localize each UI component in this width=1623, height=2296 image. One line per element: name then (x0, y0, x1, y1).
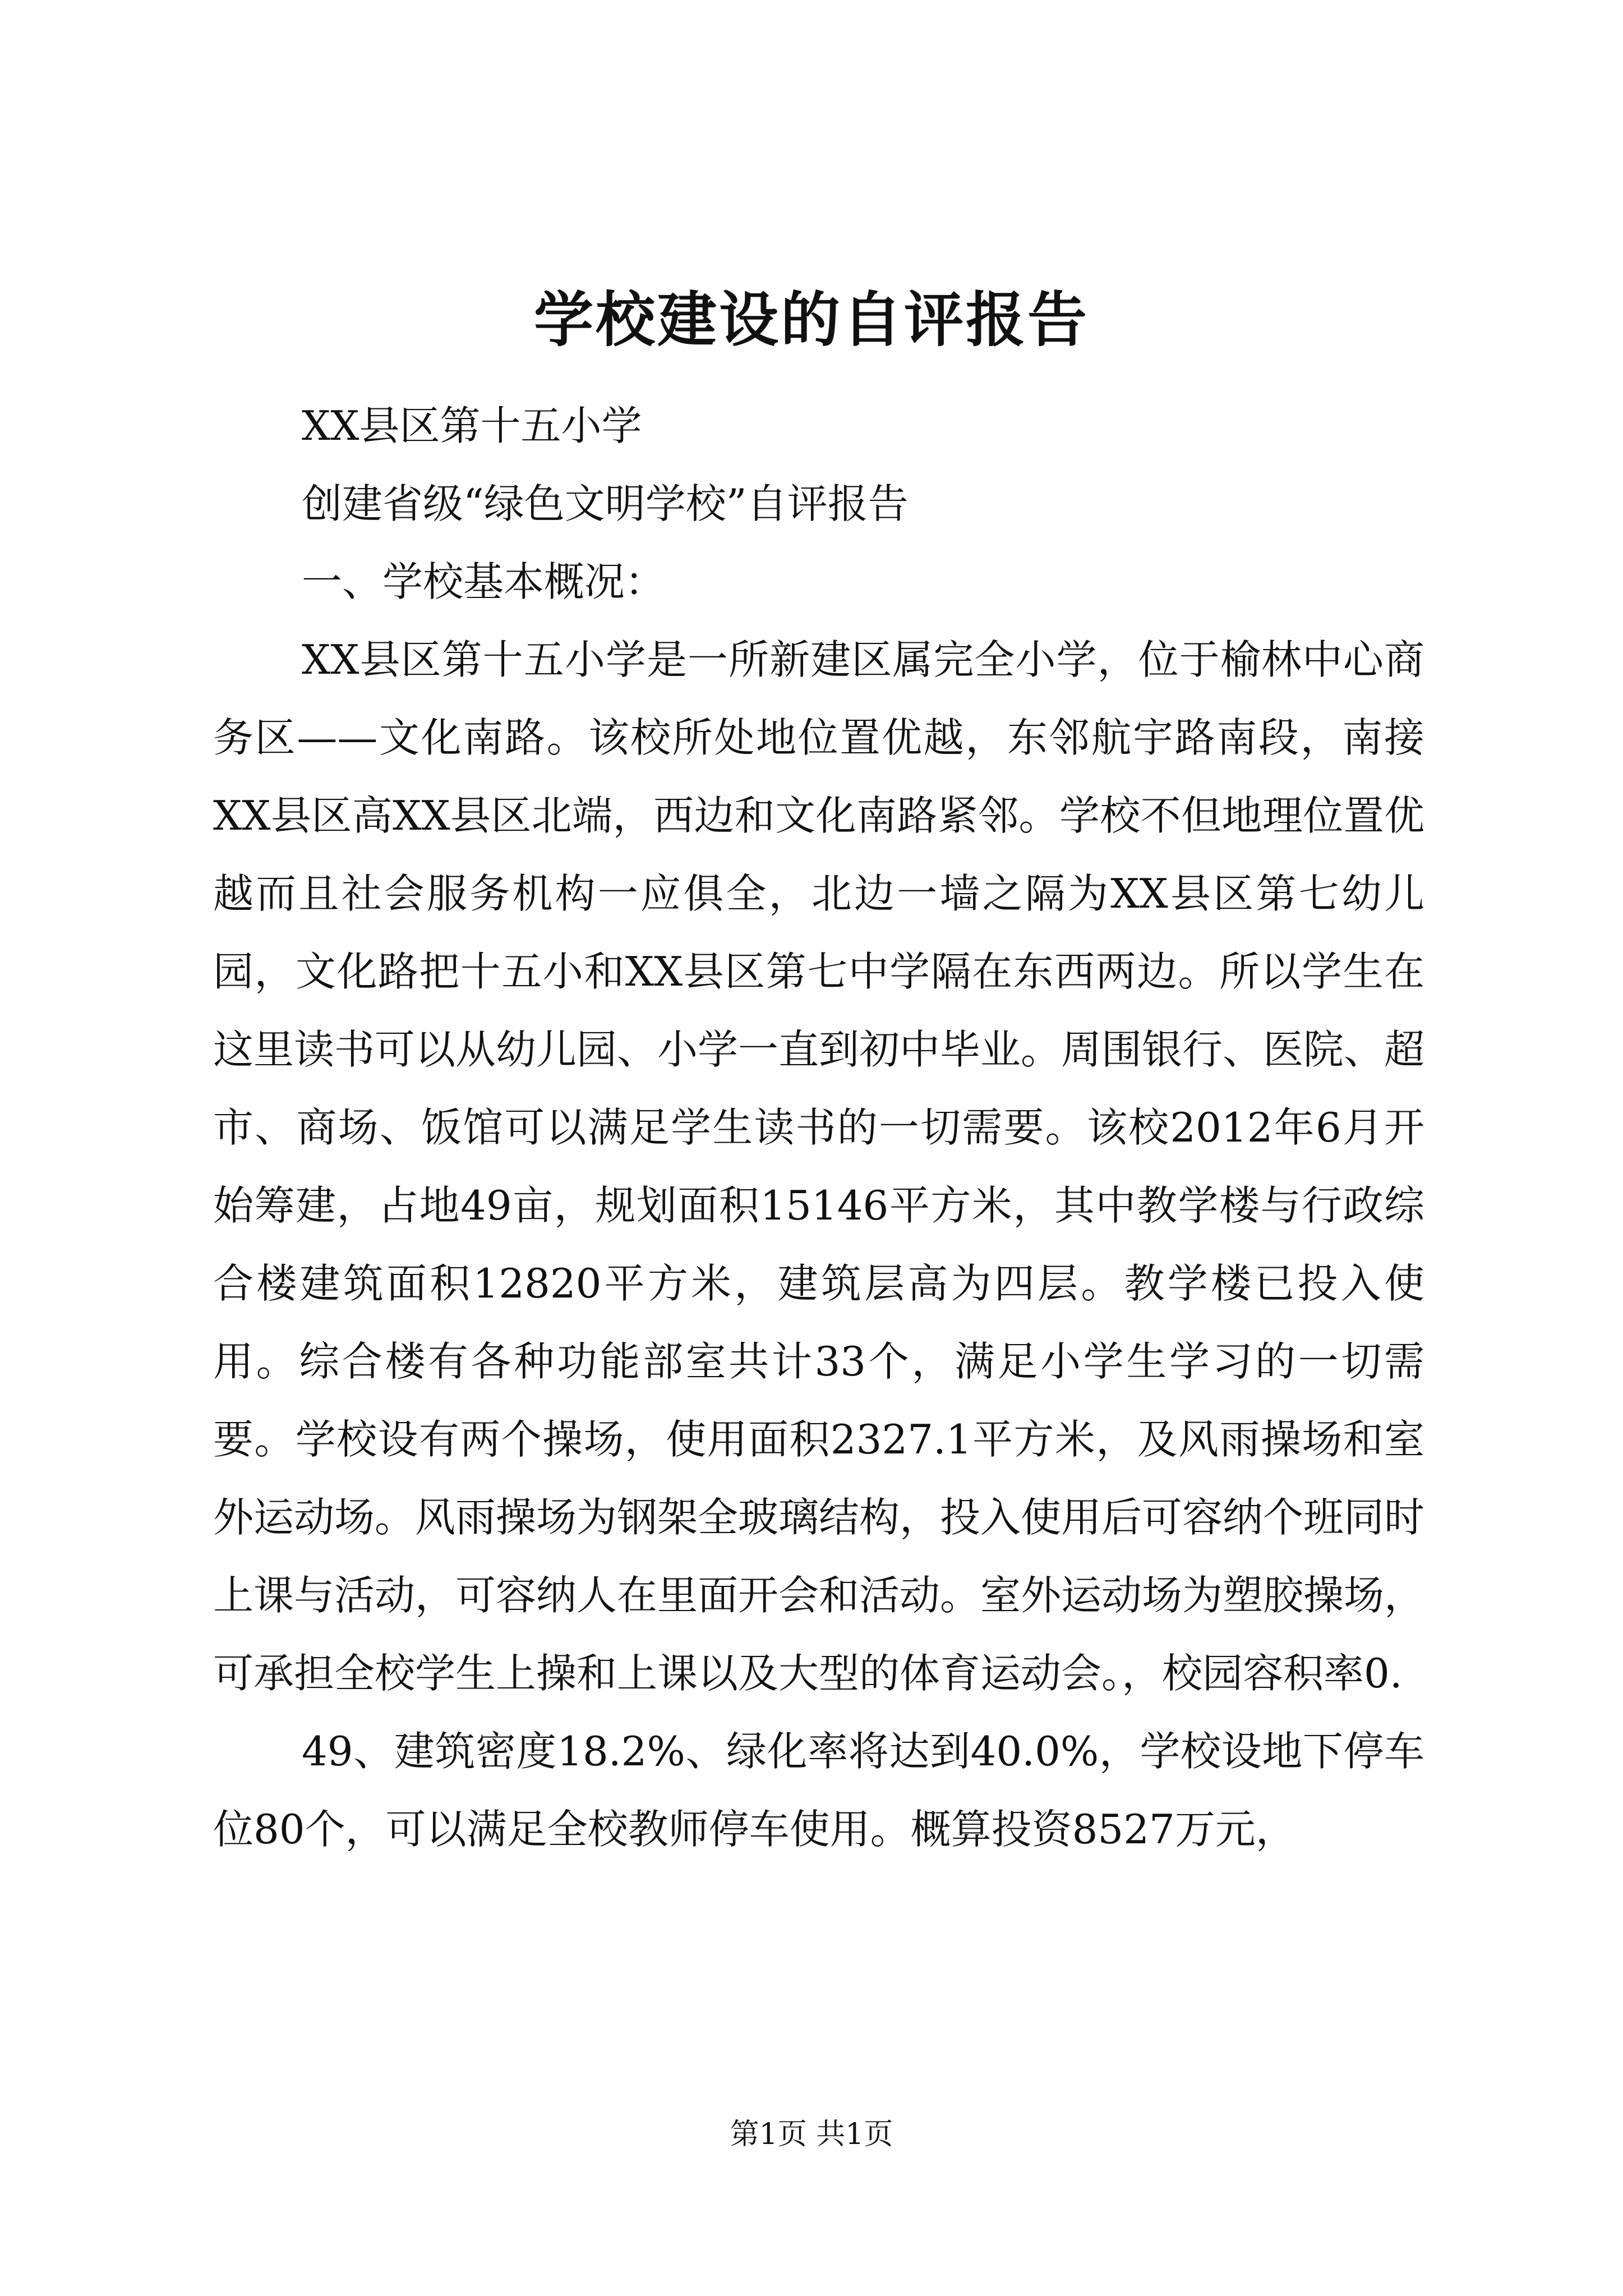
paragraph-overview: XX县区第十五小学是一所新建区属完全小学，位于榆林中心商务区——文化南路。该校所处地位置优越，东邻航宇路南段，南接XX县区高XX县区北端，西边和文化南路紧邻。学校不但地理位置优越而且社会服务机构一应俱全，北边一墙之隔为XX县区第七幼儿园，文化路把十五小和XX县区第七中学隔在东西两边。所以学生在这里读书可以从幼儿园、小学一直到初中毕业。周围银行、医院、超市、商场、饭馆可以满足学生读书的一切需要。该校2012年6月开始筹建，占地49亩，规划面积15146平方米，其中教学楼与行政综合楼建筑面积12820平方米，建筑层高为四层。教学楼已投入使用。综合楼有各种功能部室共计33个，满足小学生学习的一切需要。学校设有两个操场，使用面积2327.1平方米，及风雨操场和室外运动场。风雨操场为钢架全玻璃结构，投入使用后可容纳个班同时上课与活动，可容纳人在里面开会和活动。室外运动场为塑胶操场，可承担全校学生上操和上课以及大型的体育运动会。，校园容积率0. (213, 636, 1425, 1697)
document-title: 学校建设的自评报告 (534, 284, 1089, 355)
page-footer: 第1页 共1页 (730, 2118, 893, 2151)
section-heading: 一、学校基本概况： (302, 558, 666, 605)
paragraph-continued: 49、建筑密度18.2%、绿化率将达到40.0%，学校设地下停车位80个，可以满足全校教师停车使用。概算投资8527万元， (213, 1728, 1424, 1853)
report-name-line: 创建省级“绿色文明学校”自评报告 (302, 480, 909, 527)
school-name-line: XX县区第十五小学 (302, 402, 642, 449)
document-body (213, 387, 1424, 1869)
